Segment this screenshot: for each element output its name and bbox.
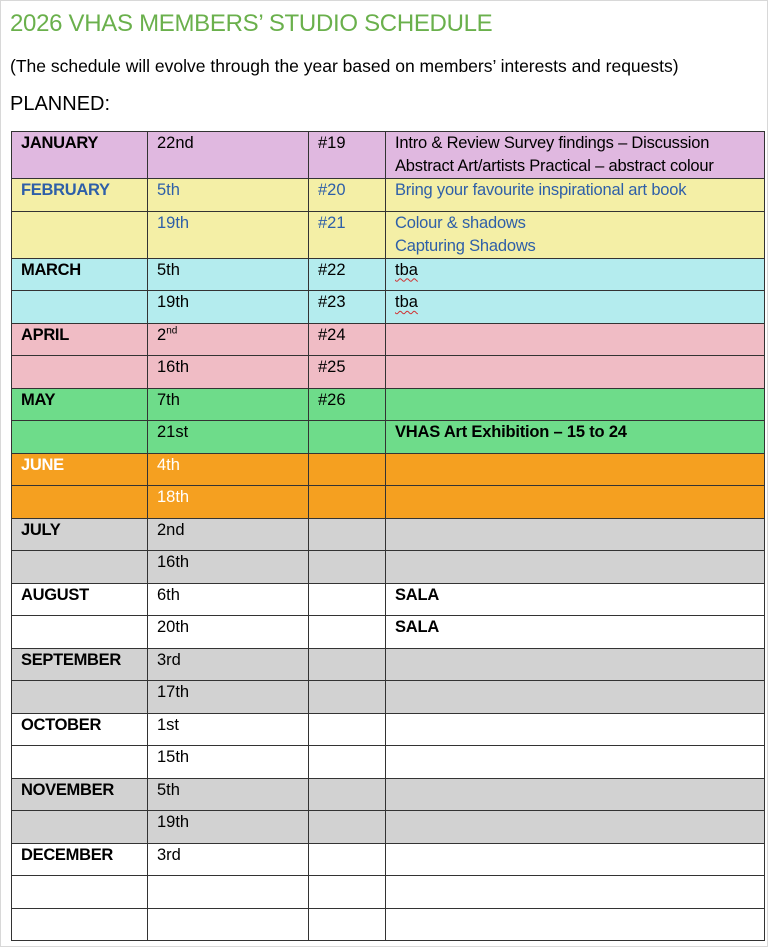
month-cell-march: MARCH (12, 258, 148, 291)
empty-cell (148, 876, 309, 909)
session-number-cell (309, 648, 386, 681)
session-number-cell (309, 778, 386, 811)
table-row-june-1 (12, 453, 765, 486)
date-number: 2 (157, 325, 167, 344)
date-cell: 17th (148, 681, 309, 714)
date-cell: 7th (148, 388, 309, 421)
topic-cell (386, 258, 765, 291)
month-cell-empty (12, 486, 148, 519)
session-number-cell: #24 (309, 323, 386, 356)
topic-cell (386, 323, 765, 356)
topic-cell (386, 551, 765, 584)
topic-cell (386, 843, 765, 876)
empty-cell (309, 908, 386, 941)
table-row-may-1 (12, 388, 765, 421)
table-row-april-1 (12, 323, 765, 356)
session-number-cell: #25 (309, 356, 386, 389)
month-cell-empty (12, 746, 148, 779)
session-number-cell: #21 (309, 211, 386, 258)
date-cell: 16th (148, 551, 309, 584)
date-cell: 19th (148, 291, 309, 324)
empty-cell (386, 908, 765, 941)
date-cell: 16th (148, 356, 309, 389)
empty-cell (309, 876, 386, 909)
date-cell: 3rd (148, 648, 309, 681)
empty-cell (12, 876, 148, 909)
table-row-february-1 (12, 179, 765, 212)
month-cell-august: AUGUST (12, 583, 148, 616)
topic-cell (386, 713, 765, 746)
month-cell-november: NOVEMBER (12, 778, 148, 811)
date-cell: 15th (148, 746, 309, 779)
date-cell: 20th (148, 616, 309, 649)
date-cell: 1st (148, 713, 309, 746)
date-cell: 19th (148, 211, 309, 258)
topic-cell (386, 291, 765, 324)
topic-cell (386, 356, 765, 389)
topic-cell (386, 811, 765, 844)
topic-text: tba (395, 260, 418, 279)
month-cell-december: DECEMBER (12, 843, 148, 876)
topic-cell (386, 746, 765, 779)
date-cell: 3rd (148, 843, 309, 876)
month-cell-january: JANUARY (12, 132, 148, 179)
topic-cell (386, 648, 765, 681)
table-row-november-1 (12, 778, 765, 811)
session-number-cell (309, 616, 386, 649)
date-cell: 5th (148, 179, 309, 212)
table-row-empty (12, 876, 765, 909)
month-cell-may: MAY (12, 388, 148, 421)
session-number-cell (309, 518, 386, 551)
table-row-september-2 (12, 681, 765, 714)
session-number-cell (309, 843, 386, 876)
session-number-cell: #22 (309, 258, 386, 291)
date-cell: 18th (148, 486, 309, 519)
planned-heading: PLANNED: (10, 93, 111, 115)
date-cell: 5th (148, 778, 309, 811)
date-cell: 5th (148, 258, 309, 291)
session-number-cell (309, 453, 386, 486)
topic-cell (386, 132, 765, 179)
topic-line: Capturing Shadows (395, 236, 536, 255)
session-number-cell (309, 681, 386, 714)
month-cell-empty (12, 551, 148, 584)
session-number-cell (309, 421, 386, 454)
table-row-october-1 (12, 713, 765, 746)
table-row-august-1 (12, 583, 765, 616)
empty-cell (386, 876, 765, 909)
month-cell-october: OCTOBER (12, 713, 148, 746)
session-number-cell: #20 (309, 179, 386, 212)
topic-line: Abstract Art/artists Practical – abstract colour (395, 157, 714, 175)
date-cell: 6th (148, 583, 309, 616)
topic-cell (386, 211, 765, 258)
topic-cell: Bring your favourite inspirational art book (386, 179, 765, 212)
date-cell: 21st (148, 421, 309, 454)
table-row-may-2 (12, 421, 765, 454)
topic-cell (386, 778, 765, 811)
topic-line: Colour & shadows (395, 213, 526, 232)
table-row-february-2 (12, 211, 765, 258)
topic-line: Intro & Review Survey findings – Discussion (395, 134, 710, 152)
empty-cell (12, 908, 148, 941)
table-row-empty (12, 908, 765, 941)
topic-cell: SALA (386, 616, 765, 649)
session-number-cell (309, 811, 386, 844)
session-number-cell: #23 (309, 291, 386, 324)
document-title: 2026 VHAS MEMBERS’ STUDIO SCHEDULE (10, 10, 493, 37)
table-row-june-2 (12, 486, 765, 519)
month-cell-empty (12, 211, 148, 258)
table-row-march-1 (12, 258, 765, 291)
session-number-cell (309, 713, 386, 746)
date-suffix: nd (166, 325, 178, 336)
month-cell-september: SEPTEMBER (12, 648, 148, 681)
table-row-september-1 (12, 648, 765, 681)
table-row-april-2 (12, 356, 765, 389)
topic-text: tba (395, 293, 418, 311)
session-number-cell (309, 486, 386, 519)
month-cell-empty (12, 681, 148, 714)
topic-cell: SALA (386, 583, 765, 616)
session-number-cell (309, 551, 386, 584)
month-cell-july: JULY (12, 518, 148, 551)
document-subtitle: (The schedule will evolve through the year based on members’ interests and requests) (10, 56, 679, 76)
month-cell-june: JUNE (12, 453, 148, 486)
table-row-december-1 (12, 843, 765, 876)
table-row-july-1 (12, 518, 765, 551)
session-number-cell (309, 746, 386, 779)
session-number-cell (309, 583, 386, 616)
topic-cell (386, 518, 765, 551)
month-cell-empty (12, 811, 148, 844)
table-row-march-2 (12, 291, 765, 324)
topic-cell (386, 388, 765, 421)
empty-cell (148, 908, 309, 941)
topic-cell (386, 486, 765, 519)
date-cell: 19th (148, 811, 309, 844)
table-row-january-1 (12, 132, 765, 179)
date-cell: 22nd (148, 132, 309, 179)
month-cell-empty (12, 356, 148, 389)
session-number-cell: #19 (309, 132, 386, 179)
table-row-october-2 (12, 746, 765, 779)
month-cell-empty (12, 291, 148, 324)
table-row-august-2 (12, 616, 765, 649)
month-cell-february: FEBRUARY (12, 179, 148, 212)
table-row-july-2 (12, 551, 765, 584)
date-cell: 2nd (148, 518, 309, 551)
month-cell-empty (12, 421, 148, 454)
date-cell: 4th (148, 453, 309, 486)
topic-cell (386, 453, 765, 486)
table-row-november-2 (12, 811, 765, 844)
month-cell-empty (12, 616, 148, 649)
schedule-table (11, 131, 765, 941)
topic-cell (386, 681, 765, 714)
topic-cell: VHAS Art Exhibition – 15 to 24 (386, 421, 765, 454)
session-number-cell: #26 (309, 388, 386, 421)
date-cell (148, 323, 309, 356)
month-cell-april: APRIL (12, 323, 148, 356)
